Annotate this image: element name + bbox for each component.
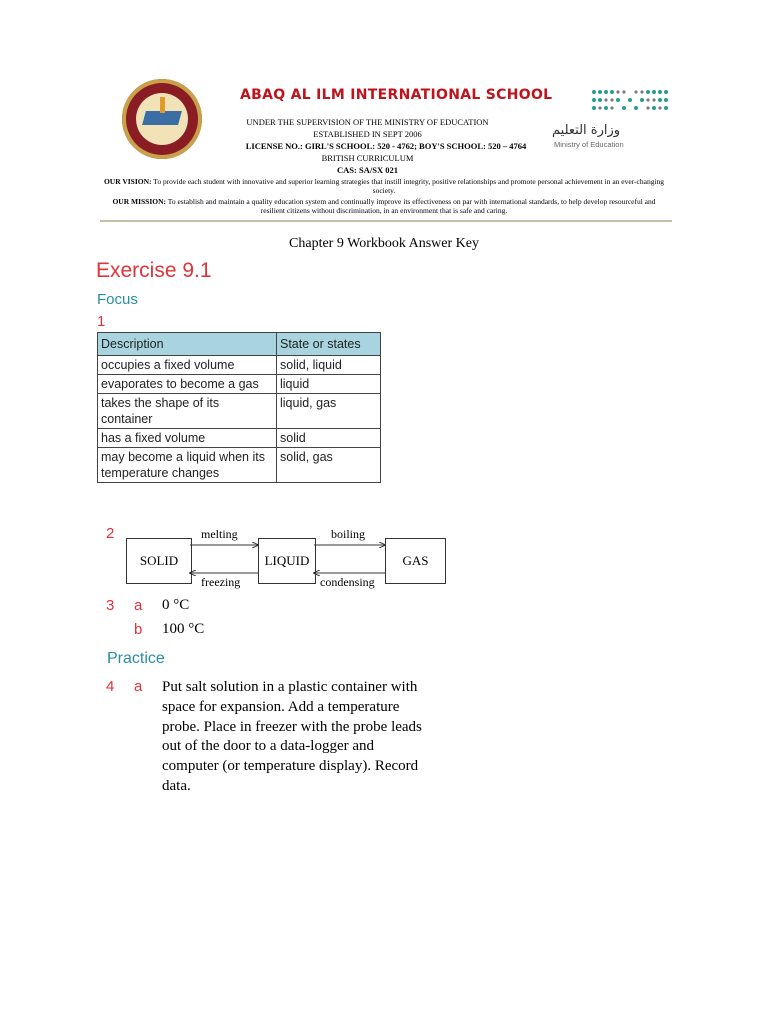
- table-cell: has a fixed volume: [98, 429, 277, 448]
- book-icon: [142, 111, 182, 125]
- vision-text: To provide each student with innovative and superior learning strategies that instill integrity, positive relationships and promote personal achievement in an ever-changing society.: [151, 177, 665, 195]
- mission-label: OUR MISSION:: [112, 197, 167, 206]
- vision-label: OUR VISION:: [103, 177, 152, 186]
- table-cell: liquid: [277, 375, 381, 394]
- header-divider: [100, 220, 672, 222]
- liquid-box: LIQUID: [258, 538, 316, 584]
- question-3b-label: b: [134, 621, 143, 638]
- supervision-line: UNDER THE SUPERVISION OF THE MINISTRY OF EDUCATION: [246, 117, 489, 127]
- vision-statement: [100, 177, 668, 195]
- exercise-title: Exercise 9.1: [96, 259, 212, 282]
- focus-heading: Focus: [97, 291, 138, 308]
- states-table: [97, 332, 381, 483]
- school-name: ABAQ AL ILM INTERNATIONAL SCHOOL: [240, 87, 553, 103]
- table-cell: solid, liquid: [277, 356, 381, 375]
- question-4a-label: a: [134, 678, 143, 695]
- gas-box: GAS: [385, 538, 446, 584]
- school-logo: [122, 79, 202, 159]
- question-3-number: 3: [106, 597, 115, 614]
- table-header-row: [98, 333, 381, 356]
- established-line: ESTABLISHED IN SEPT 2006: [313, 129, 422, 139]
- question-2-number: 2: [106, 525, 115, 542]
- melting-label: melting: [201, 527, 238, 541]
- ministry-name-arabic: وزارة التعليم: [552, 123, 621, 138]
- table-row: [98, 429, 381, 448]
- license-line: LICENSE NO.: GIRL'S SCHOOL: 520 - 4762; BOY'S SCHOOL: 520 – 4764: [245, 141, 527, 151]
- practice-heading: Practice: [107, 650, 165, 667]
- table-cell: liquid, gas: [277, 394, 381, 429]
- torch-icon: [160, 97, 165, 113]
- table-row: [98, 448, 381, 483]
- table-cell: solid: [277, 429, 381, 448]
- table-cell: occupies a fixed volume: [98, 356, 277, 375]
- mission-text: To establish and maintain a quality education system and continually improve its effectiveness on par with international standards, to help develop resourceful and resilient citizens without discrimination, in an environment that is safe and caring.: [166, 197, 656, 215]
- freezing-label: freezing: [201, 575, 241, 589]
- ministry-name-english: Ministry of Education: [554, 140, 624, 149]
- table-cell: evaporates to become a gas: [98, 375, 277, 394]
- table-header-description: Description: [98, 333, 277, 356]
- question-3a-answer: 0 °C: [162, 597, 190, 613]
- curriculum-line: BRITISH CURRICULUM: [321, 153, 414, 163]
- table-row: [98, 394, 381, 429]
- question-3a-label: a: [134, 597, 143, 614]
- table-header-states: State or states: [277, 333, 381, 356]
- chapter-title: Chapter 9 Workbook Answer Key: [289, 236, 479, 251]
- question-3b-answer: 100 °C: [162, 621, 205, 637]
- boiling-label: boiling: [331, 527, 366, 541]
- table-row: [98, 356, 381, 375]
- solid-box: SOLID: [126, 538, 192, 584]
- mission-statement: [100, 197, 668, 215]
- cas-line: CAS: SA/SX 021: [337, 165, 398, 175]
- question-4a-answer: Put salt solution in a plastic container with space for expansion. Add a temperature probe. Place in freezer with the probe leads out of the door to a data-logger and computer (or temperature display). Record data.: [162, 679, 422, 794]
- table-cell: solid, gas: [277, 448, 381, 483]
- question-1-number: 1: [97, 313, 106, 330]
- condensing-label: condensing: [320, 575, 375, 589]
- table-cell: may become a liquid when its temperature changes: [98, 448, 277, 483]
- ministry-logo-icon: [590, 88, 670, 112]
- table-row: [98, 375, 381, 394]
- table-cell: takes the shape of its container: [98, 394, 277, 429]
- question-4-number: 4: [106, 678, 115, 695]
